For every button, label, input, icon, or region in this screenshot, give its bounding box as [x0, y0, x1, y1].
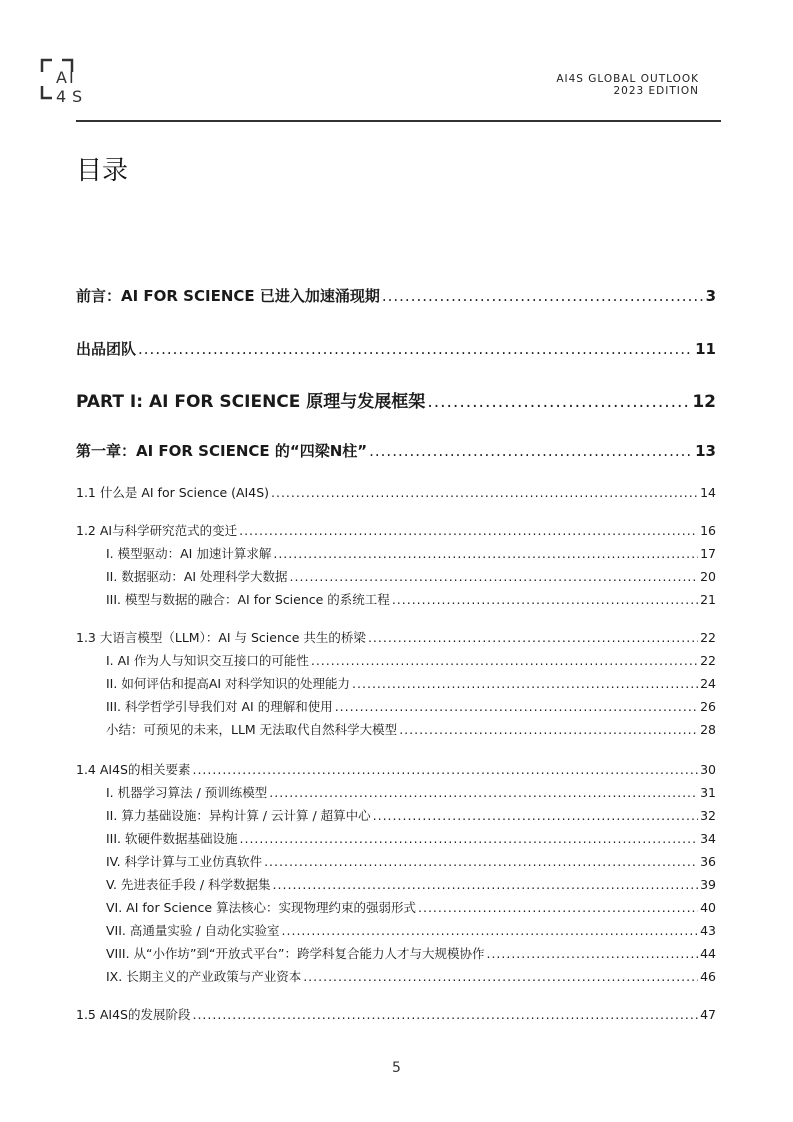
toc-entry-label: II. 数据驱动：AI 处理科学大数据	[106, 569, 288, 584]
dot-leader	[427, 392, 690, 412]
toc-entry[interactable]	[106, 898, 716, 916]
toc-entry-label: III. 软硬件数据基础设施	[106, 831, 238, 846]
toc-entry-label: I. AI 作为人与知识交互接口的可能性	[106, 653, 309, 668]
toc-entry-label: 1.1 什么是 AI for Science (AI4S)	[76, 485, 270, 500]
toc-entry-label: I. 机器学习算法 / 预训练模型	[106, 785, 268, 800]
toc-entry-page: 24	[700, 676, 716, 691]
toc-entry[interactable]	[106, 544, 716, 562]
toc-entry-label: III. 模型与数据的融合：AI for Science 的系统工程	[106, 592, 390, 607]
toc-entry[interactable]	[76, 285, 716, 306]
toc-entry[interactable]	[106, 944, 716, 962]
dot-leader	[352, 676, 698, 691]
page-number: 5	[392, 1060, 401, 1076]
toc-entry[interactable]	[106, 875, 716, 893]
toc-entry[interactable]	[76, 440, 716, 461]
dot-leader	[192, 1007, 698, 1022]
toc-entry-label: 出品团队	[76, 340, 137, 358]
toc-entry[interactable]	[106, 674, 716, 692]
toc-entry-label: VI. AI for Science 算法核心：实现物理约束的强弱形式	[106, 900, 416, 915]
toc-entry-label: II. 算力基础设施：异构计算 / 云计算 / 超算中心	[106, 808, 371, 823]
toc-entry-page: 34	[700, 831, 716, 846]
toc-entry-label: IV. 科学计算与工业仿真软件	[106, 854, 263, 869]
dot-leader	[368, 630, 698, 645]
dot-leader	[271, 485, 698, 500]
toc-entry-page: 14	[700, 485, 716, 500]
dot-leader	[369, 442, 693, 460]
toc-entry-page: 20	[700, 569, 716, 584]
toc-entry-page: 21	[700, 592, 716, 607]
dot-leader	[269, 785, 698, 800]
toc-entry-page: 11	[695, 340, 716, 358]
toc-entry-page: 40	[700, 900, 716, 915]
toc-entry-page: 22	[700, 653, 716, 668]
toc-entry-page: 3	[705, 287, 716, 305]
toc-entry-page: 28	[700, 722, 716, 737]
toc-entry[interactable]	[106, 967, 716, 985]
toc-entry-label: PART I: AI FOR SCIENCE 原理与发展框架	[76, 392, 426, 412]
toc-entry-page: 39	[700, 877, 716, 892]
toc-entry-page: 32	[700, 808, 716, 823]
toc-entry[interactable]	[106, 651, 716, 669]
toc-entry[interactable]	[76, 628, 716, 646]
toc-entry-label: 小结：可预见的未来，LLM 无法取代自然科学大模型	[106, 722, 398, 737]
toc-entry[interactable]	[106, 783, 716, 801]
toc-entry-page: 43	[700, 923, 716, 938]
svg-text:S: S	[72, 87, 83, 106]
svg-text:4: 4	[56, 87, 67, 106]
toc-entry[interactable]	[106, 567, 716, 585]
dot-leader	[273, 877, 699, 892]
dot-leader	[273, 546, 698, 561]
toc-entry[interactable]	[106, 921, 716, 939]
toc-entry-page: 44	[700, 946, 716, 961]
header-rule	[76, 120, 721, 122]
toc-entry-label: V. 先进表征手段 / 科学数据集	[106, 877, 271, 892]
toc-entry-page: 30	[700, 762, 716, 777]
toc-entry-page: 31	[700, 785, 716, 800]
dot-leader	[418, 900, 698, 915]
toc-entry[interactable]	[76, 760, 716, 778]
toc-entry-label: VIII. 从“小作坊”到“开放式平台”：跨学科复合能力人才与大规模协作	[106, 946, 485, 961]
toc-entry[interactable]	[106, 697, 716, 715]
toc-entry-page: 36	[700, 854, 716, 869]
toc-entry-label: II. 如何评估和提高AI 对科学知识的处理能力	[106, 676, 351, 691]
dot-leader	[382, 287, 704, 305]
toc-entry-page: 46	[700, 969, 716, 984]
toc-entry-label: III. 科学哲学引导我们对 AI 的理解和使用	[106, 699, 333, 714]
svg-text:A: A	[56, 68, 67, 87]
toc-entry-page: 17	[700, 546, 716, 561]
toc-entry[interactable]	[106, 852, 716, 870]
toc-entry-label: I. 模型驱动：AI 加速计算求解	[106, 546, 272, 561]
toc-entry[interactable]	[76, 338, 716, 359]
toc-entry-page: 22	[700, 630, 716, 645]
page-title: 目录	[76, 156, 129, 186]
ai4s-logo	[36, 56, 96, 106]
toc-entry-label: VII. 高通量实验 / 自动化实验室	[106, 923, 280, 938]
toc-entry-label: 1.2 AI与科学研究范式的变迁	[76, 523, 238, 538]
dot-leader	[290, 569, 699, 584]
dot-leader	[239, 523, 698, 538]
dot-leader	[303, 969, 698, 984]
toc-entry-label: 1.5 AI4S的发展阶段	[76, 1007, 191, 1022]
dot-leader	[399, 722, 698, 737]
toc-entry-label: 1.4 AI4S的相关要素	[76, 762, 191, 777]
svg-text:I: I	[69, 68, 74, 87]
toc-entry[interactable]	[106, 806, 716, 824]
dot-leader	[240, 831, 699, 846]
toc-entry[interactable]	[106, 829, 716, 847]
toc-entry-page: 26	[700, 699, 716, 714]
dot-leader	[335, 699, 698, 714]
dot-leader	[138, 340, 693, 358]
report-edition	[556, 73, 699, 97]
toc-entry-page: 13	[695, 442, 716, 460]
toc-entry-page: 12	[692, 392, 716, 412]
toc-entry[interactable]	[106, 720, 716, 738]
toc-entry-label: 第一章：AI FOR SCIENCE 的“四梁N柱”	[76, 442, 368, 460]
toc-entry-label: 1.3 大语言模型（LLM）：AI 与 Science 共生的桥梁	[76, 630, 366, 645]
dot-leader	[311, 653, 698, 668]
toc-entry-page: 47	[700, 1007, 716, 1022]
dot-leader	[392, 592, 698, 607]
toc-entry-label: 前言：AI FOR SCIENCE 已进入加速涌现期	[76, 287, 380, 305]
toc-entry[interactable]	[76, 387, 716, 412]
toc-entry[interactable]	[76, 521, 716, 539]
toc-entry-label: IX. 长期主义的产业政策与产业资本	[106, 969, 302, 984]
dot-leader	[192, 762, 698, 777]
dot-leader	[373, 808, 698, 823]
edition-year: 2023 EDITION	[613, 85, 699, 97]
toc-entry[interactable]	[76, 1005, 716, 1023]
toc-entry[interactable]	[106, 590, 716, 608]
dot-leader	[264, 854, 698, 869]
outlook-title: AI4S GLOBAL OUTLOOK	[556, 73, 699, 85]
dot-leader	[282, 923, 699, 938]
toc-entry-page: 16	[700, 523, 716, 538]
dot-leader	[486, 946, 698, 961]
toc-entry[interactable]	[76, 483, 716, 501]
